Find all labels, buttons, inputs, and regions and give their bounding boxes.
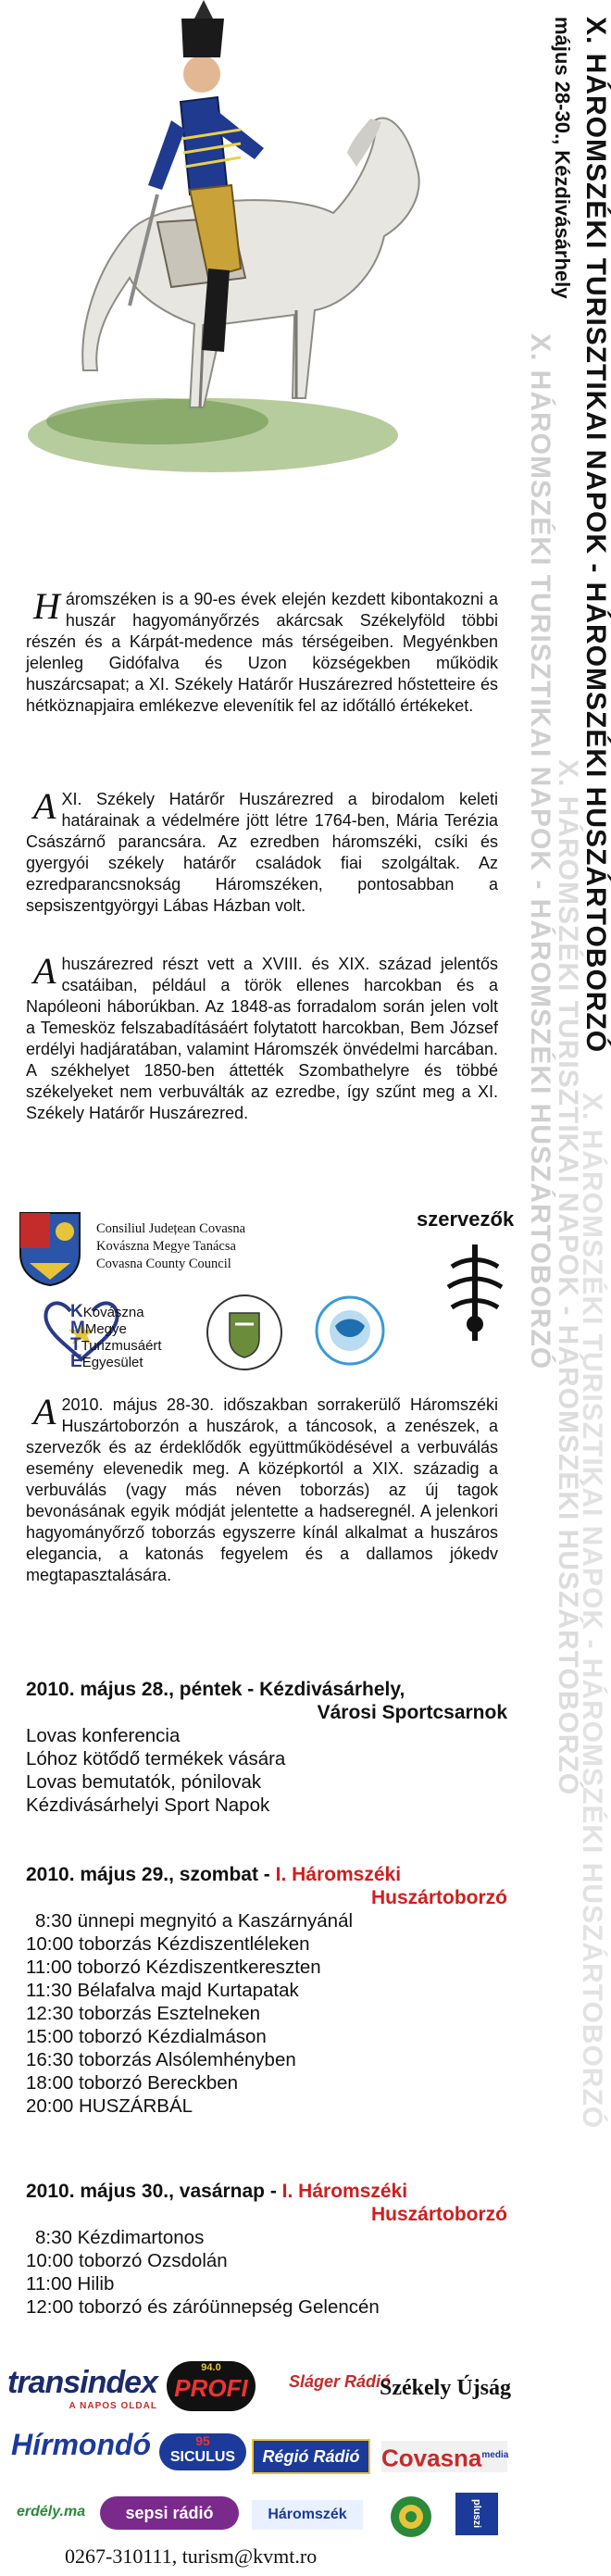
day-3-event-line-2: Huszártoborzó xyxy=(371,2204,507,2225)
paragraph-text: áromszéken is a 90-es évek elején kezdett kibontakozni a huszár hagyományőrzés akárcsak Székelyföld többi részén és a Kárpát-medence más térségeiben. Megyénkben jelenleg Gidófalva és Uzon községekben működik huszárcsapat; a XI. Székely Határőr Huszárezred hőstetteire és hétköznapjaira emlékezve elevenítik fel az időtálló értékeket. xyxy=(26,590,498,715)
logo-tag: 95 xyxy=(195,2433,210,2448)
dash: - xyxy=(257,1864,276,1885)
world-tourism-emblem-icon xyxy=(294,1289,405,1372)
kezdivasarhely-coat-of-arms-icon xyxy=(198,1293,291,1372)
regio-radio-logo xyxy=(252,2439,370,2474)
haromszek-logo xyxy=(252,2500,363,2530)
paragraph-recruitment-event xyxy=(26,1391,498,1586)
logo-text: PROFI xyxy=(174,2374,248,2402)
logo-text: transindex xyxy=(7,2365,157,2400)
ghost-title-3: X. HÁROMSZÉKI TURISZTIKAI NAPOK - HÁROMSZÉKI HUSZÁRTOBORZÓ xyxy=(577,1093,607,2130)
dropcap: H xyxy=(33,585,60,627)
program-item: 8:30 Kézdimartonos xyxy=(35,2227,205,2248)
szekely-ujsag-logo xyxy=(380,2376,511,2401)
logo-text: pluszi xyxy=(471,2499,482,2529)
covasna-council-coat-of-arms-icon xyxy=(17,1207,83,1287)
program-item: 12:30 toborzás Esztelneken xyxy=(26,2003,260,2024)
kmte-cap: T xyxy=(70,1335,81,1355)
program-item: 18:00 toborzó Bereckben xyxy=(26,2072,239,2094)
paragraph-regiment-founding xyxy=(26,785,498,917)
program-item: 20:00 HUSZÁRBÁL xyxy=(26,2095,193,2117)
program-item: 11:00 Hilib xyxy=(26,2273,115,2295)
day-2-event-line-2: Huszártoborzó xyxy=(371,1887,507,1908)
covasna-media-logo xyxy=(381,2441,507,2472)
sepsi-radio-logo xyxy=(100,2496,239,2530)
dropcap: A xyxy=(33,1391,56,1432)
program-item: Kézdivásárhelyi Sport Napok xyxy=(26,1794,270,1816)
logo-text: Covasna xyxy=(381,2444,482,2472)
program-item: Lovas konferencia xyxy=(26,1725,181,1746)
council-line-ro: Consiliul Județean Covasna xyxy=(96,1221,246,1236)
subtitle-date-place: május 28-30., Kézdivásárhely xyxy=(551,17,574,299)
kmte-line: Egyesület xyxy=(81,1355,143,1370)
ghost-title-2: X. HÁROMSZÉKI TURISZTIKAI NAPOK - HÁROMSZÉKI HUSZÁRTOBORZÓ xyxy=(553,759,583,1796)
paragraph-text: 2010. május 28-30. időszakban sorrakerülő Háromszéki Huszártoborzón a huszárok, a táncosok, a zenészek, a szervezők és az érdeklődők együttműködésével a verbuválás esemény elevenedik meg. A középkortól a XIX. századig a verbuválás (vagy más néven toborzás) az új tagok bevonásának egyik módját jelentette a hadseregnél. A jelenkori hagyományőrző toborzás egyszerre kínál alkalmat a huszáros elegancia, a katonás fegyelem és a dallamos jókedv megtapasztalására. xyxy=(26,1395,498,1584)
profi-radio-logo xyxy=(167,2361,256,2411)
day-1-venue: Városi Sportcsarnok xyxy=(317,1702,507,1723)
council-line-hu: Kovászna Megye Tanácsa xyxy=(96,1239,236,1254)
program-item: 11:00 toborzó Kézdiszentkereszten xyxy=(26,1957,321,1978)
paragraph-text: XI. Székely Határőr Huszárezred a birodalom keleti határainak a védelmére jött létre 1764-ben, Mária Terézia Császárnő parancsára. Az ezredben háromszéki, csíki és gyergyói székely határőr családok fiai szolgáltak. Az ezredparancsnokság Háromszéken, pontosabban a sepsiszentgyörgyi Lábas Házban volt. xyxy=(26,790,498,915)
logo-tag: media xyxy=(481,2450,509,2460)
contact-footer: 0267-310111, turism@kvmt.ro xyxy=(65,2545,318,2568)
program-item: 12:00 toborzó és záróünnepség Gelencén xyxy=(26,2296,380,2318)
program-day-2 xyxy=(26,1863,507,2118)
logo-text: erdély.ma xyxy=(17,2504,86,2520)
logo-text: SICULUS xyxy=(169,2449,236,2465)
program-item: Lóhoz kötődő termékek vására xyxy=(26,1748,286,1769)
kmte-cap: K xyxy=(70,1302,83,1321)
county-council-name xyxy=(96,1220,245,1273)
day-3-date: 2010. május 30., vasárnap xyxy=(26,2181,265,2202)
sponsors-block xyxy=(0,2348,602,2576)
program-item: 11:30 Bélafalva majd Kurtapatak xyxy=(26,1980,299,2001)
day-1-date: 2010. május 28., péntek - Kézdivásárhely, xyxy=(26,1679,405,1700)
day-2-event-line-1: I. Háromszéki xyxy=(275,1864,402,1885)
program-day-3 xyxy=(26,2180,507,2319)
logo-text: Székely Újság xyxy=(380,2376,511,2400)
program-item: 10:00 toborzás Kézdiszentléleken xyxy=(26,1933,310,1955)
ghost-title-1: X. HÁROMSZÉKI TURISZTIKAI NAPOK - HÁROMSZÉKI HUSZÁRTOBORZÓ xyxy=(525,333,555,1370)
hirmondo-logo xyxy=(11,2428,151,2462)
kmte-name xyxy=(70,1304,162,1370)
vertical-title xyxy=(544,17,611,1776)
organizers-block xyxy=(17,1193,517,1369)
paragraph-history-intro xyxy=(26,585,498,717)
program-item: Lovas bemutatók, pónilovak xyxy=(26,1771,262,1793)
logo-text: Hírmondó xyxy=(11,2428,152,2461)
organizers-label: szervezők xyxy=(417,1207,515,1231)
logo-tag: 94.0 xyxy=(201,2362,221,2373)
siculus-radio-logo xyxy=(159,2433,246,2470)
program-item: 16:30 toborzás Alsólemhényben xyxy=(26,2049,296,2070)
paragraph-regiment-battles xyxy=(26,950,498,1124)
hussar-association-logo-icon xyxy=(433,1239,517,1350)
paragraph-text: huszárezred részt vett a XVIII. és XIX. század jelentős csatáiban, például a török ellenes harcokban és a Napóleoni háborúkban. Az 1848-as forradalom során jelen volt a Temesköz felszabadításáért folytatott harcokban, Bem József erdélyi hadjáratában, valamint Háromszék önvédelmi harcában. A székhelyet 1850-ben áttették Szombathelyre és többé székelyeket nem verbuválták az ezredbe, így szűnt meg a XI. Székely Határőr Huszárezred. xyxy=(26,955,498,1122)
logo-text: Háromszék xyxy=(268,2507,347,2522)
hussar-on-horse-illustration xyxy=(19,0,500,481)
dropcap: A xyxy=(33,785,56,827)
kmte-cap: M xyxy=(70,1319,85,1338)
erdely-ma-logo xyxy=(17,2504,85,2520)
slager-radio-logo xyxy=(289,2372,391,2392)
day-3-event-line-1: I. Háromszéki xyxy=(281,2181,408,2202)
program-item: 10:00 toborzó Ozsdolán xyxy=(26,2250,228,2271)
pluszi-logo xyxy=(455,2493,498,2535)
kmte-line: Megye xyxy=(84,1321,127,1337)
kmte-cap: E xyxy=(70,1352,82,1371)
logo-text: Sláger Rádió xyxy=(289,2372,392,2391)
main-title: X. HÁROMSZÉKI TURISZTIKAI NAPOK - HÁROMSZÉKI HUSZÁRTOBORZÓ xyxy=(580,17,611,1054)
program-day-1 xyxy=(26,1678,507,1817)
logo-tag: A NAPOS OLDAL xyxy=(69,2401,157,2411)
kmte-line: Kovászna xyxy=(82,1305,144,1320)
green-yellow-emblem-icon xyxy=(389,2495,433,2539)
kmte-line: Turizmusáért xyxy=(81,1338,162,1354)
day-2-date: 2010. május 29., szombat xyxy=(26,1864,258,1885)
transindex-logo xyxy=(7,2365,157,2411)
program-item: 8:30 ünnepi megnyitó a Kaszárnyánál xyxy=(35,1910,354,1932)
council-line-en: Covasna County Council xyxy=(96,1257,231,1271)
dash: - xyxy=(265,2181,282,2202)
logo-text: sepsi rádió xyxy=(125,2504,214,2522)
dropcap: A xyxy=(33,950,56,992)
program-item: 15:00 toborzó Kézdialmáson xyxy=(26,2026,267,2047)
logo-text: Régió Rádió xyxy=(262,2447,360,2466)
